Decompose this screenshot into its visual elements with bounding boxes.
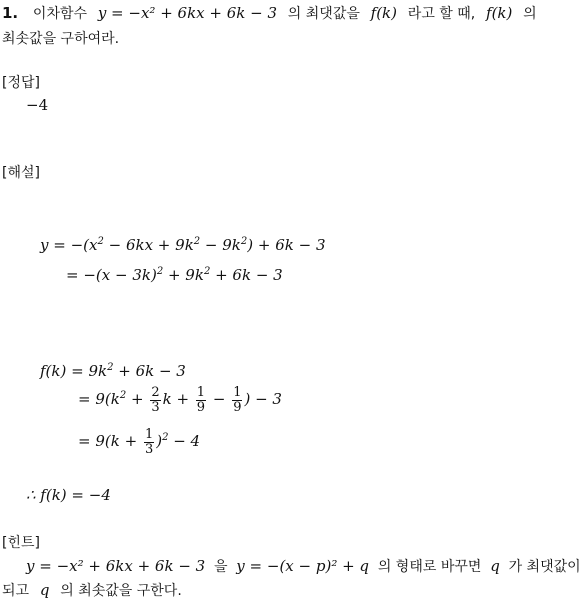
conclusion: ∴ f(k) = −4 xyxy=(26,486,111,504)
math-fk: f(k) xyxy=(370,4,398,22)
math-func: y = −x² + 6kx + 6k − 3 xyxy=(97,4,278,22)
problem-text: 라고 할 때, xyxy=(407,6,476,22)
solution-label: [해설] xyxy=(2,165,40,181)
hint-text: 되고 xyxy=(2,583,30,599)
hint-line-2 xyxy=(2,580,182,600)
math-q: q xyxy=(39,581,50,599)
math-form: y = −(x − p)² + q xyxy=(236,557,370,575)
hint-text: 의 최솟값을 구한다. xyxy=(60,583,182,599)
equation-2: = $-(x - 3k)^2 + 9k^2 + 6k - 3$ xyxy=(66,266,283,284)
problem-text: 의 최댓값을 xyxy=(287,6,360,22)
problem-text: 의 xyxy=(523,6,537,22)
hint-text: 의 형태로 바꾸면 xyxy=(377,559,482,575)
problem-line-1 xyxy=(2,3,537,23)
equation-4: = $9(k^2$ + $\frac{2}{3}$ k + $\frac{1}{9}$ − $\frac{1}{9}$ ) − 3 xyxy=(78,385,282,415)
equation-1: $y = -(x^2 - 6kx + 9k^2 - 9k^2) + 6k - 3$ xyxy=(40,236,326,254)
hint-text: 가 최댓값이 xyxy=(508,559,581,575)
math-fk: f(k) xyxy=(486,4,513,22)
hint-line-1 xyxy=(26,556,581,576)
answer-label: [정답] xyxy=(2,75,40,91)
problem-text: 이차함수 xyxy=(32,6,88,22)
equation-5: = 9(k + $\frac{1}{3}$ )$^2$ − 4 xyxy=(78,427,201,457)
hint-label: [힌트] xyxy=(2,535,40,551)
hint-text: 을 xyxy=(213,559,228,575)
answer-value: −4 xyxy=(26,96,49,114)
problem-line-2: 최솟값을 구하여라. xyxy=(2,31,120,47)
problem-number: 1. xyxy=(2,4,19,22)
math-func: y = −x² + 6kx + 6k − 3 xyxy=(26,557,206,575)
math-q: q xyxy=(490,557,500,575)
equation-3: $f(k) = 9k^2 + 6k - 3$ xyxy=(40,362,186,380)
